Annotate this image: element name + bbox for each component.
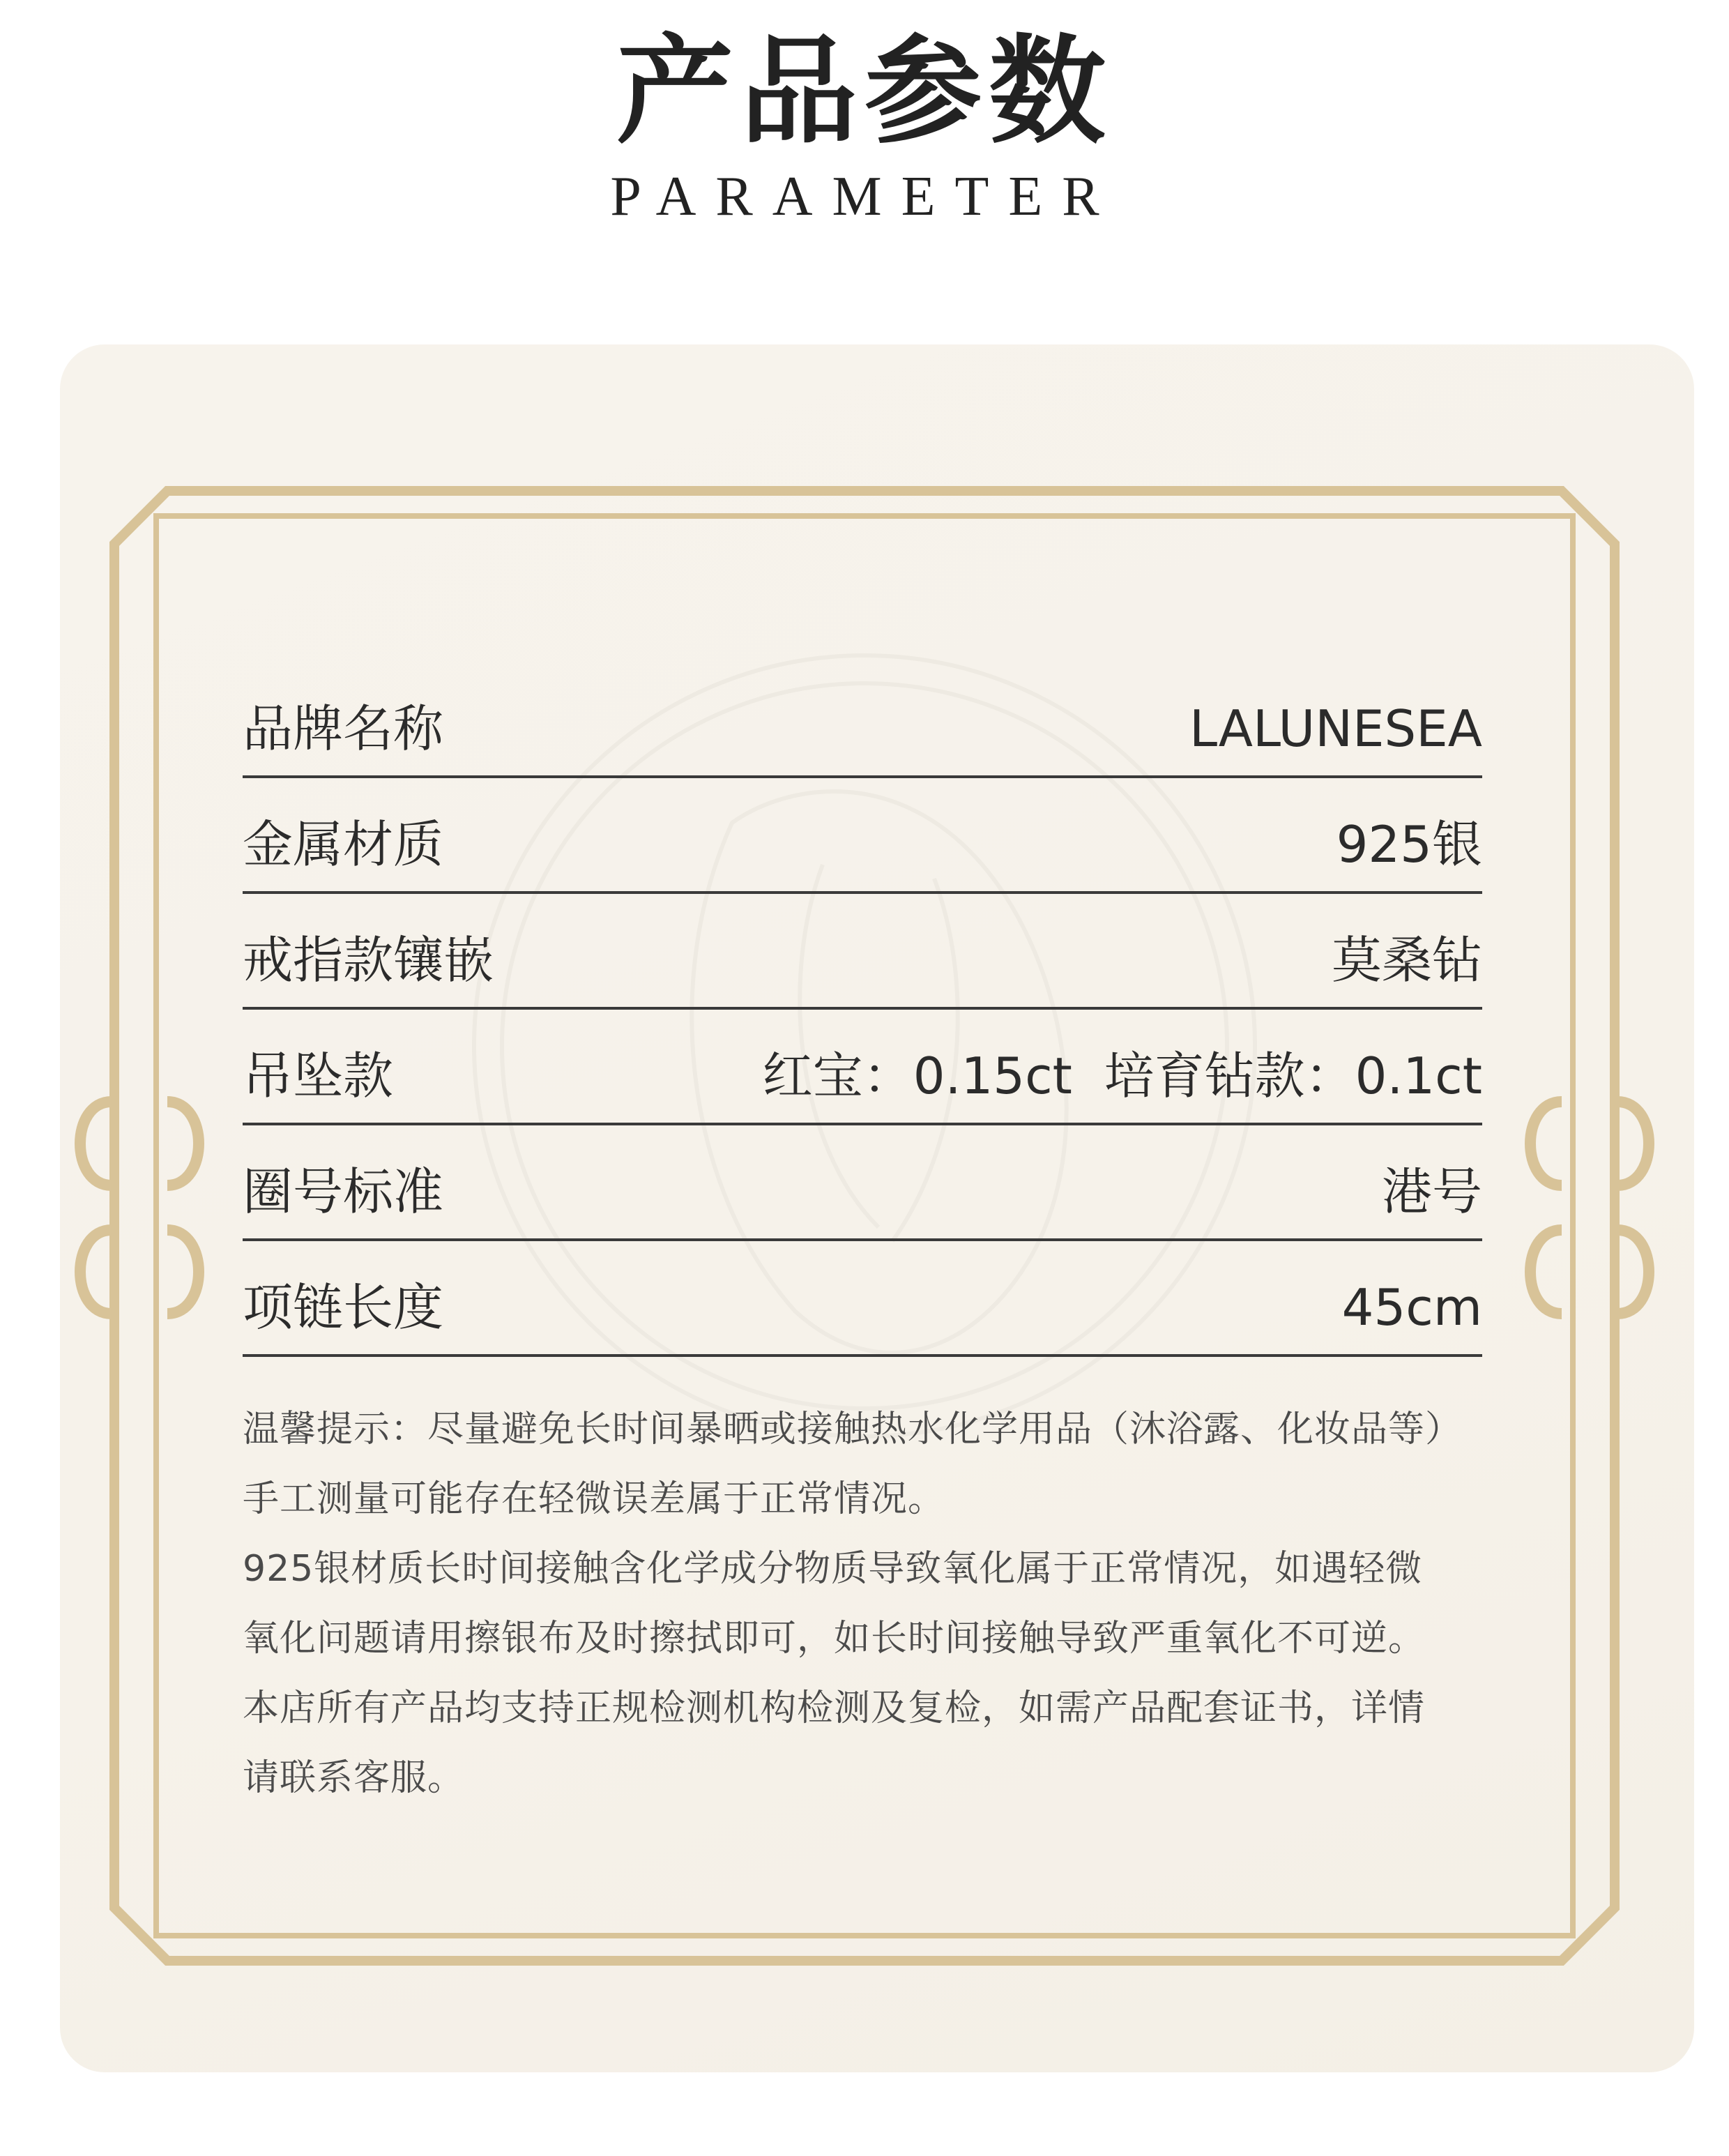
param-value: 莫桑钻 bbox=[1331, 931, 1482, 989]
left-ring-top bbox=[80, 1102, 199, 1185]
param-value: 45cm bbox=[1341, 1278, 1482, 1337]
param-value: 红宝：0.15ct 培育钻款：0.1ct bbox=[762, 1047, 1482, 1105]
right-ring-top bbox=[1530, 1102, 1649, 1185]
param-label: 吊坠款 bbox=[243, 1047, 394, 1105]
page-title: 产品参数 bbox=[616, 22, 1113, 160]
page-subtitle: PARAMETER bbox=[610, 166, 1119, 227]
param-value: 港号 bbox=[1381, 1162, 1482, 1221]
note-line: 手工测量可能存在轻微误差属于正常情况。 bbox=[243, 1478, 945, 1520]
param-label: 金属材质 bbox=[243, 815, 444, 874]
param-row-pendant bbox=[243, 1010, 1482, 1125]
param-label: 圈号标准 bbox=[243, 1162, 444, 1221]
note-line: 925银材质长时间接触含化学成分物质导致氧化属于正常情况，如遇轻微 bbox=[243, 1548, 1423, 1590]
note-line: 本店所有产品均支持正规检测机构检测及复检，如需产品配套证书，详情 bbox=[243, 1687, 1426, 1729]
param-row-metal bbox=[243, 778, 1482, 894]
param-label: 戒指款镶嵌 bbox=[243, 931, 494, 989]
note-line: 请联系客服。 bbox=[243, 1757, 465, 1799]
care-notes bbox=[243, 1395, 1491, 1813]
parameter-table bbox=[243, 662, 1482, 1357]
note-line: 氧化问题请用擦银布及时擦拭即可，如长时间接触导致严重氧化不可逆。 bbox=[243, 1618, 1426, 1660]
param-value: LALUNESEA bbox=[1189, 699, 1482, 758]
left-ring-bottom bbox=[80, 1230, 199, 1314]
param-label: 品牌名称 bbox=[243, 699, 444, 758]
param-row-brand bbox=[243, 662, 1482, 778]
param-row-necklace-length bbox=[243, 1241, 1482, 1357]
param-row-ring-setting bbox=[243, 894, 1482, 1010]
param-row-ring-size bbox=[243, 1125, 1482, 1241]
right-ring-bottom bbox=[1530, 1230, 1649, 1314]
note-line: 温馨提示：尽量避免长时间暴晒或接触热水化学用品（沐浴露、化妆品等） bbox=[243, 1409, 1463, 1450]
param-label: 项链长度 bbox=[243, 1278, 444, 1337]
param-value: 925银 bbox=[1336, 815, 1482, 874]
